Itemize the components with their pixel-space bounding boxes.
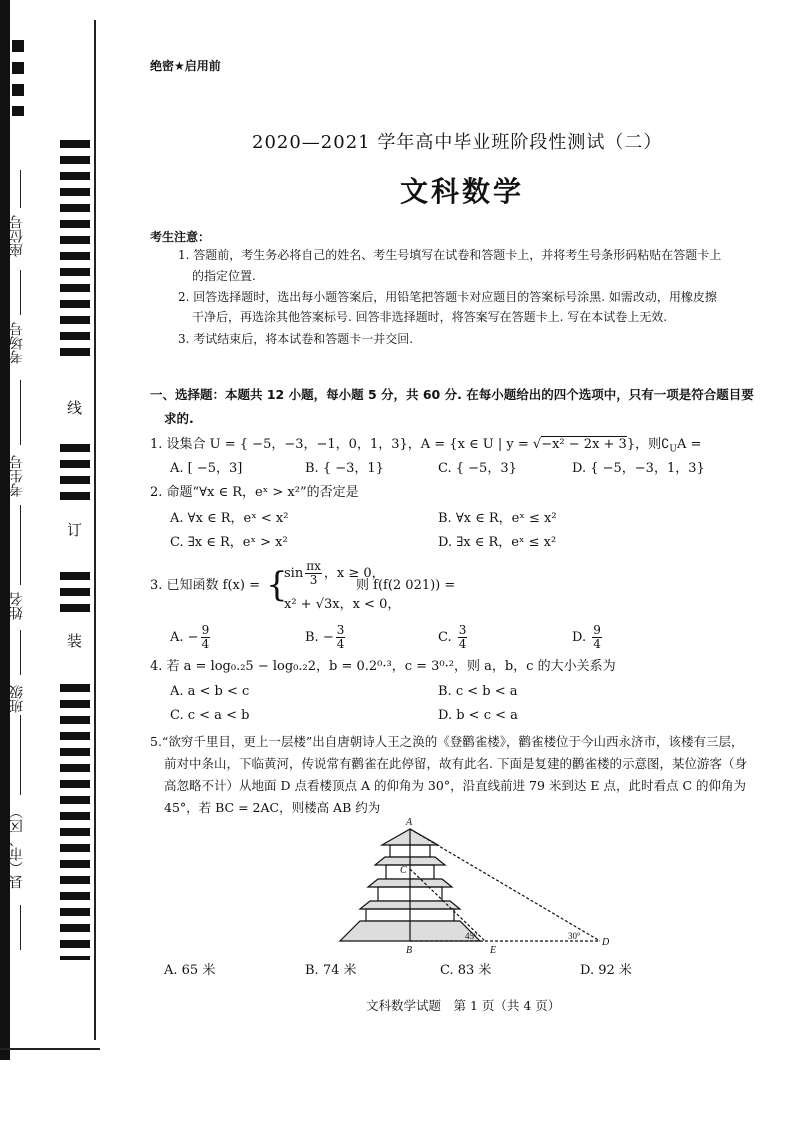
stripe (60, 924, 90, 932)
frac-num: πx (306, 559, 321, 573)
stripe (60, 332, 90, 340)
dash (12, 62, 24, 74)
cut-mark-xian: 线 (65, 400, 83, 415)
binding-bottom-line (0, 1048, 100, 1050)
stripe (60, 716, 90, 724)
q1-complement-sub: U (669, 444, 677, 455)
stripe (60, 908, 90, 916)
secret-mark: 绝密★启用前 (150, 59, 221, 73)
dash (12, 84, 24, 96)
q3-case1-frac (305, 560, 322, 587)
notice-line: 1. 答题前，考生务必将自己的姓名、考生号填写在试卷和答题卡上，并将考生号条形码粘贴在答题卡上 (178, 248, 722, 262)
label-A: A (406, 817, 413, 828)
opt-sign: − (322, 630, 334, 645)
opt-sign: − (187, 630, 199, 645)
sqrt-sign: √ (532, 437, 542, 452)
q2-option-c[interactable]: C. ∃x ∈ R，eˣ > x² (170, 535, 288, 550)
question-3-stem-a: 3. 已知函数 f(x) = (150, 578, 260, 593)
field-name: 姓名 (9, 592, 25, 620)
stripe (60, 156, 90, 164)
stripe (60, 828, 90, 836)
q2-option-a[interactable]: A. ∀x ∈ R，eˣ < x² (170, 511, 289, 526)
binding-strip (0, 0, 100, 1060)
question-3-stem-b: 则 f(f(2 021)) = (356, 578, 456, 593)
stripe (60, 140, 90, 148)
binding-line (94, 20, 96, 1040)
frac-den: 4 (458, 637, 467, 651)
label-B: B (406, 945, 413, 955)
frac-den: 3 (309, 573, 318, 587)
dash (12, 106, 24, 116)
q3-case-2: x² + √3x，x < 0， (284, 597, 401, 612)
opt-label: B. (305, 630, 319, 645)
binding-stripes (60, 140, 90, 960)
q5-option-a[interactable]: A. 65 米 (164, 963, 216, 978)
opt-frac (201, 624, 211, 651)
stripe (60, 300, 90, 308)
q1-sqrt-expr: −x² − 2x + 3 (541, 437, 627, 452)
q5-option-d[interactable]: D. 92 米 (580, 963, 632, 978)
q2-option-d[interactable]: D. ∃x ∈ R，eˣ ≤ x² (438, 535, 557, 550)
label-C: C (400, 865, 407, 876)
frac-den: 4 (336, 637, 345, 651)
field-seat-number: 座位号 (9, 215, 25, 257)
question-5-line: 45°，若 BC = 2AC，则楼高 AB 约为 (164, 800, 381, 815)
stripe (60, 860, 90, 868)
opt-frac (336, 624, 346, 651)
dash (12, 40, 24, 52)
section-heading: 一、选择题：本题共 12 小题，每小题 5 分，共 60 分. 在每小题给出的四个选项中，只有一项是符合题目要 (150, 387, 754, 402)
q1-option-b[interactable]: B. { −3，1} (305, 461, 384, 476)
stripe (60, 476, 90, 484)
q1-option-c[interactable]: C. { −5，3} (438, 461, 517, 476)
stripe (60, 684, 90, 692)
notice-line: 干净后，再选涂其他答案标号. 回答非选择题时，将答案写在答题卡上. 写在本试卷上无效. (192, 310, 668, 324)
q1-stem-b: }，则∁ (626, 437, 670, 452)
stripe (60, 188, 90, 196)
label-E: E (490, 945, 497, 955)
stripe (60, 700, 90, 708)
q3-case1-sin: sin (284, 566, 304, 581)
stripe (60, 460, 90, 468)
stripe (60, 268, 90, 276)
field-top-blank[interactable] (20, 170, 21, 208)
page-footer: 文科数学试题 第 1 页（共 4 页） (366, 998, 561, 1013)
notice-heading: 考生注意： (150, 230, 211, 244)
stripe (60, 796, 90, 804)
stripe (60, 732, 90, 740)
subject-title: 文科数学 (400, 175, 525, 208)
field-class-blank[interactable] (20, 715, 21, 795)
stripe (60, 748, 90, 756)
stripe (60, 220, 90, 228)
stripe (60, 956, 90, 960)
stripe (60, 252, 90, 260)
label-angle-30: 30° (568, 931, 581, 941)
frac-den: 4 (593, 637, 601, 651)
q4-option-c[interactable]: C. c < a < b (170, 708, 250, 723)
field-exam-number: 考生号 (9, 455, 25, 497)
notice-line: 3. 考试结束后，将本试卷和答题卡一并交回. (178, 332, 414, 346)
field-seat-blank[interactable] (20, 270, 21, 315)
cut-mark-ding: 订 (65, 522, 83, 537)
q2-option-b[interactable]: B. ∀x ∈ R，eˣ ≤ x² (438, 511, 557, 526)
notice-line: 的指定位置. (192, 269, 256, 283)
cut-mark-zhuang: 装 (65, 633, 83, 648)
field-room-number: 考场号 (9, 322, 25, 364)
tower-figure (330, 815, 630, 955)
opt-frac (592, 624, 602, 651)
q4-option-b[interactable]: B. c < b < a (438, 684, 518, 699)
q3-option-a[interactable] (170, 624, 212, 651)
q5-option-c[interactable]: C. 83 米 (440, 963, 492, 978)
frac-num: 3 (336, 623, 345, 637)
question-4-stem: 4. 若 a = log₀.₂5 − log₀.₂2，b = 0.2⁰·³，c = 3⁰·²，则 a，b，c 的大小关系为 (150, 659, 616, 674)
label-angle-45: 45° (465, 931, 478, 941)
q1-option-a[interactable]: A. [ −5，3] (170, 461, 243, 476)
stripe (60, 492, 90, 500)
stripe (60, 572, 90, 580)
q1-stem-c: A = (676, 437, 702, 452)
stripe (60, 444, 90, 452)
opt-label: A. (170, 630, 184, 645)
stripe (60, 892, 90, 900)
stripe (60, 284, 90, 292)
q1-option-d[interactable]: D. { −5，−3，1，3} (572, 461, 705, 476)
q3-case1-cond: ，x ≥ 0， (323, 566, 385, 581)
stripe (60, 764, 90, 772)
label-D: D (602, 937, 610, 948)
question-5-line: 高忽略不计）从地面 D 点看楼顶点 A 的仰角为 30°，沿直线前进 79 米到达 E 点，此时看点 C 的仰角为 (164, 778, 747, 793)
opt-label: C. (438, 630, 452, 645)
question-2-stem: 2. 命题“∀x ∈ R，eˣ > x²”的否定是 (150, 485, 359, 500)
question-5-line: 5.“欲穷千里目，更上一层楼”出自唐朝诗人王之涣的《登鹳雀楼》，鹳雀楼位于今山西永济市，该楼有三层， (150, 734, 744, 749)
stripe (60, 876, 90, 884)
frac-num: 9 (201, 623, 210, 637)
stripe (60, 780, 90, 788)
field-county: 县（市、区） (9, 805, 25, 889)
field-county-blank[interactable] (20, 905, 21, 950)
field-examno-blank[interactable] (20, 505, 21, 585)
stripe (60, 844, 90, 852)
field-name-blank[interactable] (20, 630, 21, 675)
q1-stem-a: 1. 设集合 U = { −5，−3，−1，0，1，3}，A = {x ∈ U | y = (150, 437, 533, 452)
stripe (60, 204, 90, 212)
stripe (60, 940, 90, 948)
frac-num: 3 (458, 623, 467, 637)
frac-den: 4 (201, 637, 210, 651)
q5-option-b[interactable]: B. 74 米 (305, 963, 357, 978)
paper-title: 2020—2021 学年高中毕业班阶段性测试（二） (252, 132, 663, 153)
q4-option-a[interactable]: A. a < b < c (170, 684, 250, 699)
stripe (60, 812, 90, 820)
piecewise-brace: { (266, 565, 288, 605)
frac-num: 9 (593, 623, 601, 637)
stripe (60, 604, 90, 612)
stripe (60, 236, 90, 244)
stripe (60, 348, 90, 356)
question-1-stem (150, 436, 701, 459)
question-5-line: 前对中条山，下临黄河，传说常有鹳雀在此停留，故有此名. 下面是复建的鹳雀楼的示意图，某位游客（身 (164, 756, 747, 771)
field-class: 班级 (9, 685, 25, 713)
field-room-blank[interactable] (20, 380, 21, 445)
section-heading-cont: 求的. (164, 411, 194, 426)
opt-label: D. (572, 630, 587, 645)
strip-edge (0, 0, 10, 1060)
notice-line: 2. 回答选择题时，选出每小题答案后，用铅笔把答题卡对应题目的答案标号涂黑. 如需改动，用橡皮擦 (178, 290, 717, 304)
q3-option-c[interactable] (438, 624, 469, 651)
q3-option-d[interactable] (572, 624, 604, 651)
q3-option-b[interactable] (305, 624, 347, 651)
opt-frac (458, 624, 468, 651)
stripe (60, 316, 90, 324)
stripe (60, 588, 90, 596)
q4-option-d[interactable]: D. b < c < a (438, 708, 518, 723)
stripe (60, 172, 90, 180)
